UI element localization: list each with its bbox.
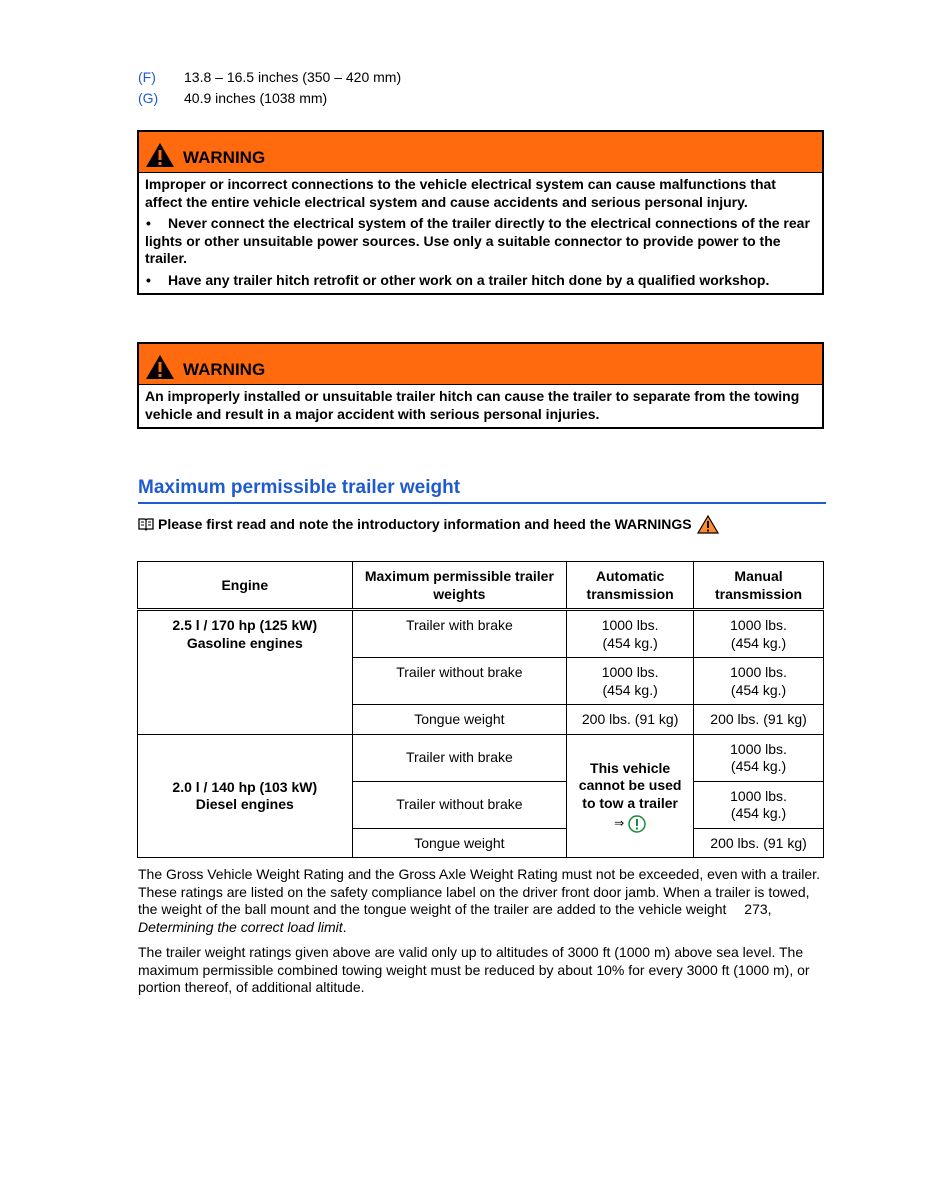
page-reference-link[interactable]: 273, Determining the correct load limit xyxy=(138,901,772,935)
intro-note-text: Please first read and note the introductory information and heed the WARNINGS xyxy=(158,516,692,532)
trailer-type-cell: Trailer with brake xyxy=(352,734,567,781)
list-key: (F) xyxy=(138,69,156,85)
list-value: 40.9 inches (1038 mm) xyxy=(184,90,328,106)
body-paragraph: The trailer weight ratings given above are valid only up to altitudes of 3000 ft (1000 m) above sea level. The maximum permissible combined towing weight must be reduced by about 10% for every 3000 ft (1000 m), or portion thereof, of additional altitude. xyxy=(138,944,810,995)
trailer-type-cell: Tongue weight xyxy=(352,705,567,735)
book-icon xyxy=(138,517,154,531)
list-value: 13.8 – 16.5 inches (350 – 420 mm) xyxy=(184,69,402,85)
warning-header xyxy=(139,344,822,385)
warning-title: WARNING xyxy=(183,360,266,379)
warning-text: An improperly installed or unsuitable trailer hitch can cause the trailer to separate from the towing vehicle and result in a major accident with serious personal injuries. xyxy=(145,388,800,422)
list-item xyxy=(138,67,401,87)
trailer-type-cell: Trailer with brake xyxy=(352,610,567,658)
warning-body xyxy=(139,385,822,427)
caution-circle-icon xyxy=(628,815,646,833)
engine-cell: 2.5 l / 170 hp (125 kW) Gasoline engines xyxy=(138,610,353,735)
warning-text: Improper or incorrect connections to the vehicle electrical system can cause malfunctions that affect the entire vehicle electrical system and cause accidents and serious personal injury. xyxy=(145,176,776,210)
column-header: Engine xyxy=(138,562,353,610)
warning-header xyxy=(139,132,822,173)
trailer-type-cell: Tongue weight xyxy=(352,828,567,858)
warning-body xyxy=(139,173,822,293)
trailer-weight-table xyxy=(137,561,824,858)
table-row xyxy=(138,734,824,781)
warning-triangle-icon xyxy=(145,142,175,168)
value-cell: 1000 lbs. (454 kg.) xyxy=(694,658,824,705)
warning-bullet: • Never connect the electrical system of the trailer directly to the electrical connections of the rear lights or other unsuitable power sources. Use only a suitable connector to provide power to the trailer. xyxy=(145,215,810,266)
column-header: Maximum permissible trailer weights xyxy=(352,562,567,610)
value-cell: 200 lbs. (91 kg) xyxy=(694,705,824,735)
warning-triangle-icon xyxy=(697,515,719,534)
warning-triangle-icon xyxy=(145,354,175,380)
section-title: Maximum permissible trailer weight xyxy=(138,476,826,504)
bullet-icon: • xyxy=(146,271,151,288)
column-header: Automatic transmission xyxy=(567,562,694,610)
warning-box xyxy=(137,130,824,295)
warning-title: WARNING xyxy=(183,148,266,167)
warning-box xyxy=(137,342,824,429)
value-cell: 200 lbs. (91 kg) xyxy=(567,705,694,735)
value-cell: 1000 lbs. (454 kg.) xyxy=(567,610,694,658)
cannot-tow-cell: This vehicle cannot be used to tow a trailer ⇒ xyxy=(567,734,694,858)
value-cell: 200 lbs. (91 kg) xyxy=(694,828,824,858)
engine-cell: 2.0 l / 140 hp (103 kW) Diesel engines xyxy=(138,734,353,858)
value-cell: 1000 lbs. (454 kg.) xyxy=(694,610,824,658)
table-header-row xyxy=(138,562,824,610)
intro-note xyxy=(138,514,719,534)
value-cell: 1000 lbs. (454 kg.) xyxy=(694,781,824,828)
bullet-icon: • xyxy=(146,215,151,231)
column-header: Manual transmission xyxy=(694,562,824,610)
list-key: (G) xyxy=(138,90,159,106)
body-paragraph: The Gross Vehicle Weight Rating and the Gross Axle Weight Rating must not be exceeded, even with a trailer. These ratings are listed on the safety compliance label on the driver front door jamb. When a trailer is towed, the weight of the ball mount and the tongue weight of the trailer are added to the vehicle weight 273, Determining the correct load limit. xyxy=(138,866,820,935)
value-cell: 1000 lbs. (454 kg.) xyxy=(567,658,694,705)
list-item xyxy=(138,88,327,108)
trailer-type-cell: Trailer without brake xyxy=(352,658,567,705)
trailer-type-cell: Trailer without brake xyxy=(352,781,567,828)
value-cell: 1000 lbs. (454 kg.) xyxy=(694,734,824,781)
warning-bullet: • Have any trailer hitch retrofit or other work on a trailer hitch done by a qualified workshop. xyxy=(146,271,770,288)
table-row xyxy=(138,610,824,658)
